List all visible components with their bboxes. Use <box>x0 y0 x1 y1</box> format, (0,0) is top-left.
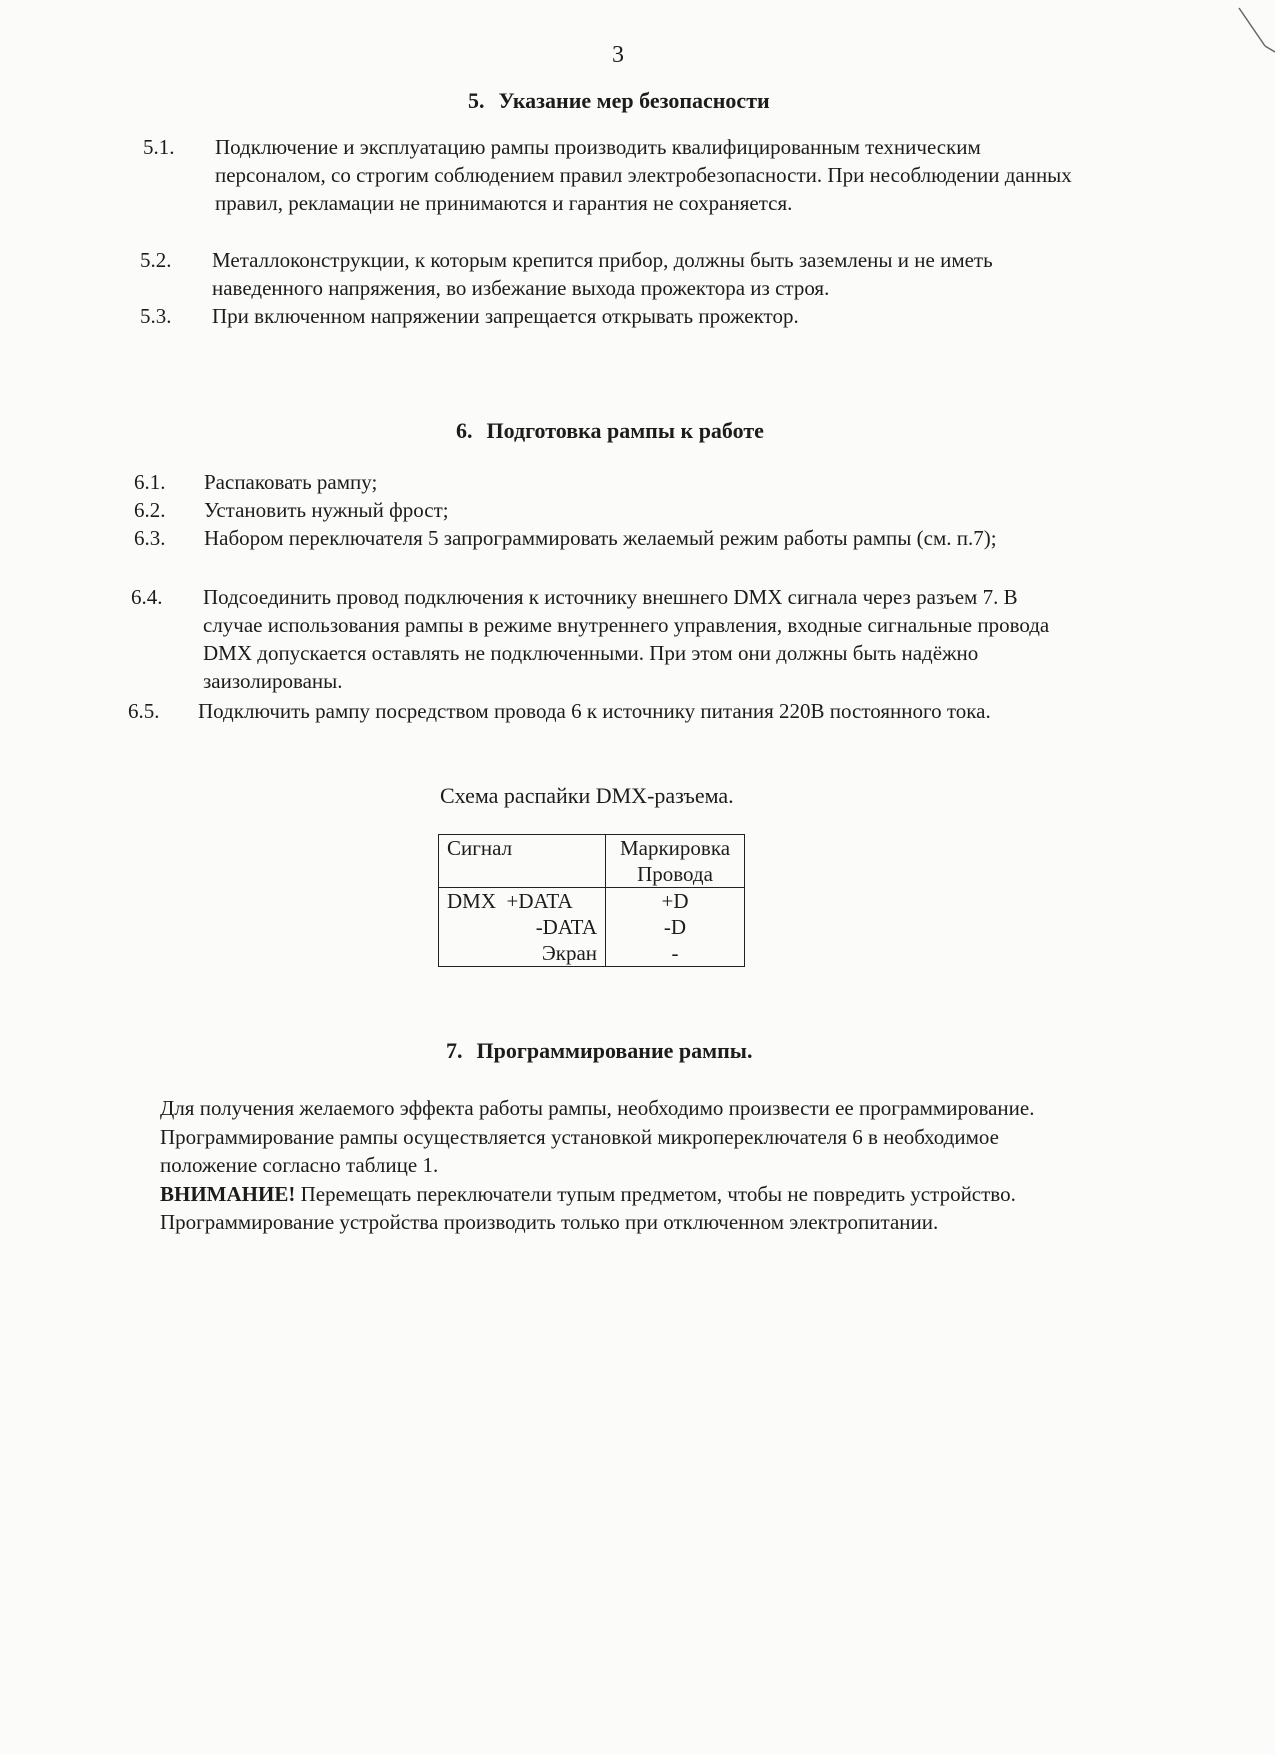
table-row <box>439 888 745 967</box>
item-text: Распаковать рампу; <box>204 470 378 494</box>
item-number: 6.1. <box>134 470 166 494</box>
section-number: 6. <box>456 418 473 443</box>
marking-cell <box>606 888 745 967</box>
warning-label: ВНИМАНИЕ! <box>160 1181 296 1206</box>
marking-value: - <box>671 941 679 965</box>
item-number: 6.4. <box>131 585 163 609</box>
item-number: 6.3. <box>134 526 166 550</box>
signal-cell <box>439 888 606 967</box>
section-number: 7. <box>446 1038 463 1063</box>
table-header-row <box>439 835 745 888</box>
section-5-heading <box>468 88 770 114</box>
table-caption: Схема распайки DMX-разъема. <box>440 783 734 808</box>
item-number: 6.5. <box>128 699 160 723</box>
page-corner-mark <box>1235 0 1275 70</box>
item-number: 5.2. <box>140 248 172 272</box>
section-6-heading <box>456 418 764 444</box>
header-signal: Сигнал <box>439 835 606 888</box>
signal-value: DMX +DATA <box>447 889 573 913</box>
item-text: Установить нужный фрост; <box>204 498 449 522</box>
section-title: Подготовка рампы к работе <box>486 418 764 443</box>
warning-text: Перемещать переключатели тупым предметом, чтобы не повредить устройство. Программирование устройства производить только при отключенном электропитании. <box>160 1181 1016 1234</box>
marking-value: +D <box>661 889 689 913</box>
header-marking: Маркировка Провода <box>606 835 745 888</box>
section-title: Программирование рампы. <box>476 1038 753 1063</box>
programming-intro: Для получения желаемого эффекта работы рампы, необходимо произвести ее программирование. Программирование рампы осуществляется установкой микропереключателя 6 в необходимое положение согласно таблице 1. <box>160 1096 1035 1177</box>
programming-paragraph <box>160 1094 1040 1237</box>
item-text: Подключение и эксплуатацию рампы производить квалифицированным техническим персоналом, со строгим соблюдением правил электробезопасности. При несоблюдении данных правил, рекламации не принимаются и гарантия не сохраняется. <box>215 135 1072 215</box>
section-title: Указание мер безопасности <box>498 88 770 113</box>
item-text: При включенном напряжении запрещается открывать прожектор. <box>212 304 799 328</box>
page-number: 3 <box>612 42 624 68</box>
item-number: 6.2. <box>134 498 166 522</box>
section-number: 5. <box>468 88 485 113</box>
item-number: 5.3. <box>140 304 172 328</box>
item-text: Набором переключателя 5 запрограммировать желаемый режим работы рампы (см. п.7); <box>204 526 997 550</box>
marking-value: -D <box>663 915 687 939</box>
item-text: Подсоединить провод подключения к источнику внешнего DMX сигнала через разъем 7. В случае использования рампы в режиме внутреннего управления, входные сигнальные провода DMX допускается оставлять не подключенными. При этом они должны быть надёжно заизолированы. <box>203 585 1050 693</box>
item-text: Подключить рампу посредством провода 6 к источнику питания 220В постоянного тока. <box>198 699 991 723</box>
item-text: Металлоконструкции, к которым крепится прибор, должны быть заземлены и не иметь наведенного напряжения, во избежание выхода прожектора из строя. <box>212 248 993 300</box>
signal-value: Экран <box>541 941 597 965</box>
section-7-heading <box>446 1038 752 1064</box>
dmx-pinout-table <box>438 834 745 967</box>
item-number: 5.1. <box>143 135 175 159</box>
signal-value: -DATA <box>535 915 597 939</box>
